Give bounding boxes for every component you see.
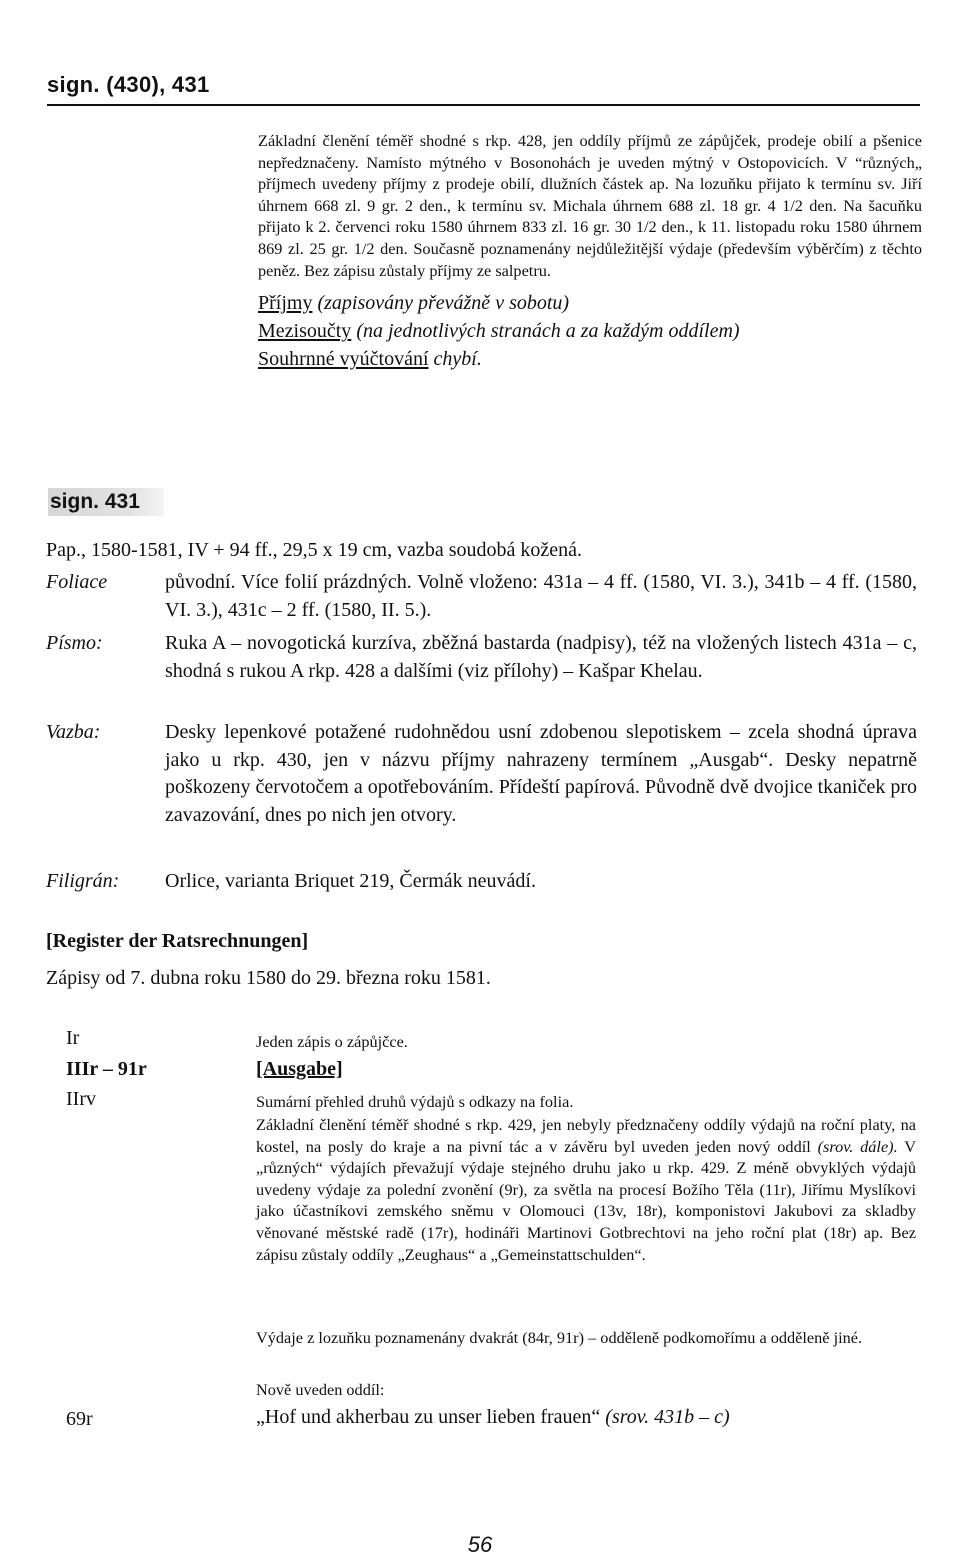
intro-section	[258, 130, 922, 373]
pismo-label: Písmo:	[46, 632, 103, 654]
category-label: Souhrnné vyúčtování	[258, 348, 429, 371]
folio-ref: IIrv	[66, 1088, 96, 1110]
category-mezisoucty	[258, 317, 922, 345]
category-prijmy	[258, 289, 922, 317]
foliace-text: původní. Více folií prázdných. Volně vloženo: 431a – 4 ff. (1580, VI. 3.), 341b – 4 ff. (1580, VI. 3.), 431c – 2 ff. (1580, II. 5.).	[165, 571, 917, 621]
category-note: (zapisovány převážně v sobotu)	[312, 292, 570, 315]
filigran-label: Filigrán:	[46, 870, 120, 892]
section-name: „Hof und akherbau zu unser lieben frauen“	[256, 1406, 601, 1428]
entry-text: Sumární přehled druhů výdajů s odkazy na folia.	[256, 1092, 574, 1111]
register-date-range: Zápisy od 7. dubna roku 1580 do 29. března roku 1581.	[46, 967, 491, 989]
description-pap: Pap., 1580-1581, IV + 94 ff., 29,5 x 19 cm, vazba soudobá kožená.	[46, 539, 582, 561]
page-number: 56	[467, 1532, 493, 1557]
foliace-label: Foliace	[46, 571, 108, 593]
section-heading-sign: sign. 431	[48, 488, 164, 516]
category-note: (na jednotlivých stranách a za každým oddílem)	[351, 320, 740, 343]
paragraph-text: V „různých“ výdajích převažují výdaje stejného druhu jako u rkp. 429. Z méně obvyklých výdajů uvedeny výdaje za polední zvonění (9r), za světla na procesí Božího Těla (11r), Jiřímu Myslíkovi jako účastníkovi zemského sněmu v Olomouci (13v, 18r), komponistovi Jakubovi za skladby věnované městské radě (17r), hodináři Martinovi Gotbrechtovi na jeho roční plat (18r) ap. Bez zápisu zůstaly oddíly „Zeughaus“ a „Gemeinstattschulden“.	[256, 1136, 916, 1264]
category-label: Příjmy	[258, 292, 313, 315]
vazba-label: Vazba:	[46, 721, 101, 743]
category-souhrnne	[258, 345, 922, 373]
vazba-text: Desky lepenkové potažené rudohnědou usní zdobenou slepotiskem – zcela shodná úprava jako u rkp. 430, jen v názvu příjmy nahrazeny termínem „Ausgab“. Desky nepatrně poškozeny červotočem a opotřebováním. Přídeští papírová. Původně dvě dvojice tkaniček pro zavazování, dnes po nich jen otvory.	[165, 721, 918, 826]
entry-paragraph: Výdaje z lozuňku poznamenány dvakrát (84r, 91r) – odděleně podkomořímu a odděleně jiné.	[256, 1328, 863, 1347]
paragraph-text: Základní členění téměř shodné s rkp. 429, jen nebyly předznačeny oddíly výdajů na roční platy, na kostel, na posly do kraje a na pivní tác a v závěru byl uveden jeden nový oddíl	[256, 1115, 916, 1156]
folio-ref: IIIr – 91r	[66, 1058, 147, 1080]
entry-heading: [Ausgabe]	[256, 1058, 343, 1080]
pismo-text: Ruka A – novogotická kurzíva, zběžná bastarda (nadpisy), též na vložených listech 431a – c, shodná s rukou A rkp. 428 a dalšími (viz přílohy) – Kašpar Khelau.	[165, 632, 917, 682]
entry-paragraph: Nově uveden oddíl:	[256, 1380, 385, 1399]
header-rule	[47, 104, 920, 106]
intro-paragraph: Základní členění téměř shodné s rkp. 428, jen oddíly příjmů ze zápůjček, prodeje obilí a pšenice nepředznačeny. Namísto mýtného v Bosonohách je uveden mýtný v Ostopovicích. V “různých„ příjmech uvedeny příjmy z prodeje obilí, dlužních částek ap. Na lozuňku přijato k termínu sv. Jiří úhrnem 668 zl. 9 gr. 2 den., k termínu sv. Michala úhrnem 688 zl. 18 gr. 4 1/2 den. Na šacuňku přijato k 2. červenci roku 1580 úhrnem 833 zl. 16 gr. 30 1/2 den., k 11. listopadu roku 1580 úhrnem 869 zl. 25 gr. 1/2 den. Současně poznamenány nejdůležitější výdaje (především výběrčím) z těchto peněz. Bez zápisu zůstaly příjmy ze salpetru.	[258, 131, 922, 280]
register-title: [Register der Ratsrechnungen]	[46, 930, 309, 952]
folio-ref: Ir	[66, 1027, 80, 1049]
category-note: chybí.	[428, 348, 482, 371]
entry-heading	[256, 1406, 916, 1429]
cross-reference: (srov. 431b – c)	[600, 1406, 730, 1428]
entry-paragraph	[256, 1114, 916, 1265]
page-header-title: sign. (430), 431	[47, 72, 210, 97]
paragraph-note: (srov. dále).	[817, 1136, 898, 1156]
category-label: Mezisoučty	[258, 320, 352, 343]
filigran-text: Orlice, varianta Briquet 219, Čermák neuvádí.	[165, 870, 536, 892]
entry-text: Jeden zápis o zápůjčce.	[256, 1032, 408, 1051]
folio-ref: 69r	[66, 1408, 93, 1430]
